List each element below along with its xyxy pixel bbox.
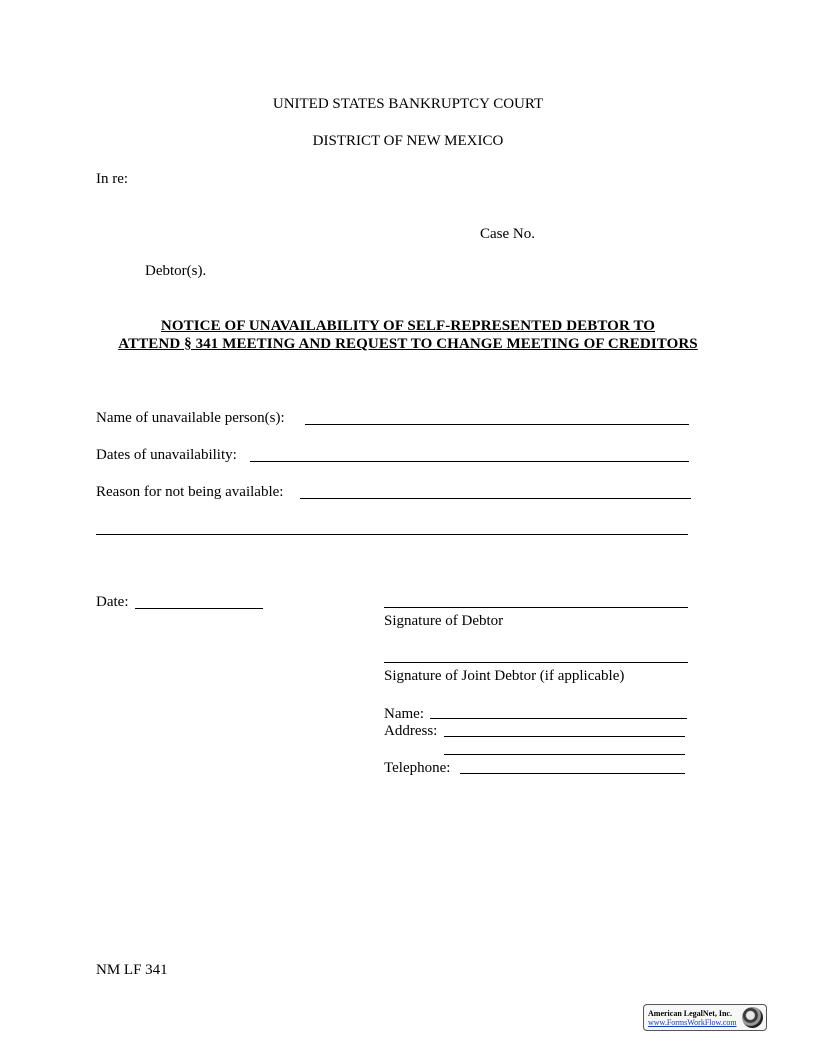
debtor-signature-line[interactable] xyxy=(384,607,688,608)
name-field[interactable] xyxy=(430,718,687,719)
address-field-line-2[interactable] xyxy=(444,754,685,755)
address-field[interactable] xyxy=(444,736,685,737)
debtor-signature-label: Signature of Debtor xyxy=(384,613,504,629)
joint-debtor-signature-label: Signature of Joint Debtor (if applicable) xyxy=(384,668,625,684)
unavailable-persons-label: Name of unavailable person(s): xyxy=(96,410,285,426)
date-label: Date: xyxy=(96,594,129,610)
vendor-name: American LegalNet, Inc. xyxy=(648,1009,732,1018)
notice-title-line-2: ATTEND § 341 MEETING AND REQUEST TO CHANGE MEETING OF CREDITORS xyxy=(118,336,698,352)
reason-field[interactable] xyxy=(300,498,691,499)
unavailable-persons-field[interactable] xyxy=(305,424,689,425)
court-name: UNITED STATES BANKRUPTCY COURT xyxy=(272,96,544,112)
vendor-badge[interactable] xyxy=(643,1004,767,1031)
debtors-label: Debtor(s). xyxy=(145,263,207,279)
vendor-link[interactable]: www.FormsWorkFlow.com xyxy=(648,1018,737,1027)
dates-unavailability-label: Dates of unavailability: xyxy=(96,447,237,463)
reason-continuation-field[interactable] xyxy=(96,534,688,535)
telephone-field[interactable] xyxy=(460,773,685,774)
dates-unavailability-field[interactable] xyxy=(250,461,689,462)
form-id: NM LF 341 xyxy=(96,962,168,978)
globe-logo-icon xyxy=(742,1007,763,1028)
telephone-label: Telephone: xyxy=(384,760,451,776)
case-number-label: Case No. xyxy=(480,226,535,242)
in-re-label: In re: xyxy=(96,171,129,187)
notice-title-line-1: NOTICE OF UNAVAILABILITY OF SELF-REPRESENTED DEBTOR TO xyxy=(160,318,656,334)
reason-label: Reason for not being available: xyxy=(96,484,284,500)
district-name: DISTRICT OF NEW MEXICO xyxy=(312,133,504,149)
address-label: Address: xyxy=(384,723,438,739)
date-field[interactable] xyxy=(135,608,263,609)
joint-debtor-signature-line[interactable] xyxy=(384,662,688,663)
name-label: Name: xyxy=(384,706,424,722)
